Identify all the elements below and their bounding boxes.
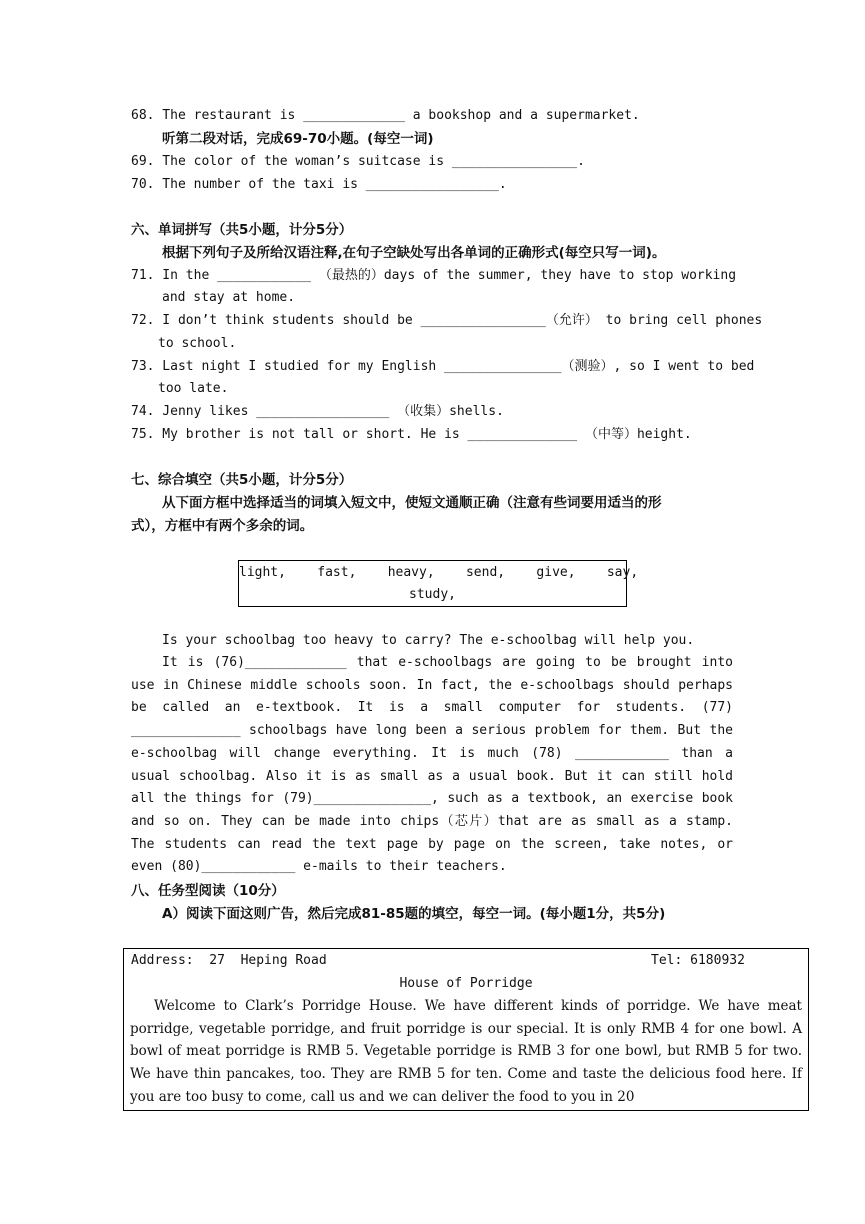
cloze-passage: It is (76)_____________ that e-schoolbags are going to be brought into use in Chinese middle schools soon. In fact, the e-schoolbags should perhaps be called an e-textbook. It is a small computer for students. (77) ______________ schoolbags have long been a serious problem for them. But the e-schoolbag will change everything. It is much (78) ____________ than a usual schoolbag. Also it is as small as a usual book. But it can still hold all the things for (79)_______________, such as a textbook, an exercise book and so on. They can be made into chips（芯片）that are as small as a stamp. The students can read the text page by page on the screen, take notes, or even (80)____________ e-mails to their teachers. — [131, 655, 733, 875]
ad-body: Welcome to Clark’s Porridge House. We have different kinds of porridge. We have meat porridge, vegetable porridge, and fruit porridge is our special. It is only RMB 4 for one bowl. A bowl of meat porridge is RMB 5. Vegetable porridge is RMB 3 for one bowl, but RMB 5 for two. We have thin pancakes, too. They are RMB 5 for ten. Come and taste the delicious food here. If you are too busy to come, call us and we can deliver the food to you in 20 — [130, 998, 802, 1105]
question-71-line1: 71. In the ____________ （最热的）days of the summer, they have to stop working — [131, 268, 737, 283]
section-6-instruction: 根据下列句子及所给汉语注释,在句子空缺处写出各单词的正确形式(每空只写一词)。 — [162, 245, 666, 261]
question-70: 70. The number of the taxi is _________________. — [131, 177, 507, 192]
section-7-heading: 七、综合填空（共5小题，计分5分） — [131, 472, 353, 488]
question-74: 74. Jenny likes _________________ （收集）shells. — [131, 404, 504, 419]
word-bank-box — [238, 560, 639, 607]
ad-title: House of Porridge — [399, 976, 533, 991]
listening-instruction-2: 听第二段对话，完成69-70小题。(每空一词) — [162, 131, 434, 147]
question-73-line1: 73. Last night I studied for my English _______________（测验）, so I went to bed — [131, 359, 755, 374]
question-73-line2: too late. — [158, 381, 229, 396]
question-72-line1: 72. I don’t think students should be ________________（允许） to bring cell phones — [131, 313, 763, 328]
question-71-line2: and stay at home. — [162, 290, 296, 305]
section-7-instruction-line1: 从下面方框中选择适当的词填入短文中，使短文通顺正确（注意有些词要用适当的形 — [162, 495, 662, 511]
section-7-instruction-line2: 式），方框中有两个多余的词。 — [131, 518, 314, 534]
section-6-heading: 六、单词拼写（共5小题，计分5分） — [131, 222, 353, 238]
advertisement-box — [123, 948, 809, 1111]
question-68: 68. The restaurant is _____________ a bookshop and a supermarket. — [131, 108, 640, 123]
question-75: 75. My brother is not tall or short. He is ______________ （中等）height. — [131, 427, 692, 442]
ad-telephone: Tel: 6180932 — [651, 953, 745, 968]
section-8-heading: 八、任务型阅读（10分） — [131, 883, 285, 899]
question-72-line2: to school. — [158, 336, 237, 351]
passage-opening-line: Is your schoolbag too heavy to carry? The e-schoolbag will help you. — [162, 633, 695, 648]
word-bank-row-1: light, fast, heavy, send, give, say, — [239, 565, 639, 580]
section-8-instruction: A）阅读下面这则广告，然后完成81-85题的填空，每空一词。(每小题1分，共5分) — [162, 906, 666, 922]
ad-address: Address: 27 Heping Road — [131, 953, 327, 968]
question-69: 69. The color of the woman’s suitcase is ________________. — [131, 154, 585, 169]
word-bank-row-2: study, — [409, 587, 456, 602]
